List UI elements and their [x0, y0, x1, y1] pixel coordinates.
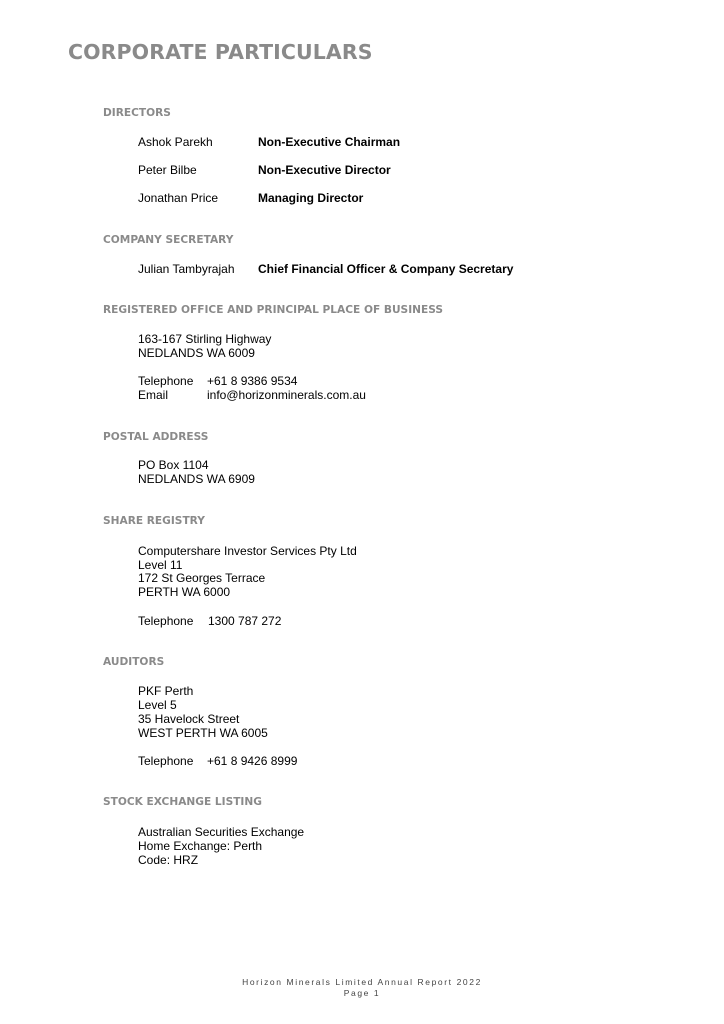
exchange-line: Code: HRZ [138, 853, 199, 867]
secretary-name: Julian Tambyrajah [138, 262, 235, 276]
director-role: Non-Executive Director [258, 163, 391, 177]
postal-line: PO Box 1104 [138, 458, 209, 472]
director-name: Ashok Parekh [138, 135, 213, 149]
auditors-heading: AUDITORS [103, 656, 165, 668]
registry-telephone-value: 1300 787 272 [208, 614, 282, 628]
director-name: Peter Bilbe [138, 163, 197, 177]
registered-office-heading: REGISTERED OFFICE AND PRINCIPAL PLACE OF BUSINESS [103, 304, 444, 316]
email-value: info@horizonminerals.com.au [207, 388, 366, 402]
footer-page-number: Page 1 [343, 988, 381, 998]
postal-address-heading: POSTAL ADDRESS [103, 431, 209, 443]
footer-report-title: Horizon Minerals Limited Annual Report 2022 [242, 977, 482, 987]
auditor-line: PKF Perth [138, 684, 194, 698]
company-secretary-heading: COMPANY SECRETARY [103, 234, 234, 246]
auditor-telephone-label: Telephone [138, 754, 194, 768]
registry-line: Level 11 [138, 558, 183, 572]
registry-line: 172 St Georges Terrace [138, 571, 266, 585]
stock-exchange-heading: STOCK EXCHANGE LISTING [103, 796, 262, 808]
registry-line: Computershare Investor Services Pty Ltd [138, 544, 357, 558]
secretary-role: Chief Financial Officer & Company Secretary [258, 262, 514, 276]
auditor-telephone-value: +61 8 9426 8999 [207, 754, 298, 768]
address-line: NEDLANDS WA 6009 [138, 346, 255, 360]
director-name: Jonathan Price [138, 191, 219, 205]
director-role: Managing Director [258, 191, 364, 205]
auditor-line: WEST PERTH WA 6005 [138, 726, 268, 740]
directors-heading: DIRECTORS [103, 107, 171, 119]
exchange-line: Home Exchange: Perth [138, 839, 263, 853]
address-line: 163-167 Stirling Highway [138, 332, 272, 346]
email-label: Email [138, 388, 169, 402]
telephone-label: Telephone [138, 374, 194, 388]
page-title: CORPORATE PARTICULARS [68, 40, 373, 64]
registry-line: PERTH WA 6000 [138, 585, 231, 599]
postal-line: NEDLANDS WA 6909 [138, 472, 255, 486]
director-role: Non-Executive Chairman [258, 135, 401, 149]
exchange-line: Australian Securities Exchange [138, 825, 305, 839]
auditor-line: Level 5 [138, 698, 177, 712]
auditor-line: 35 Havelock Street [138, 712, 240, 726]
telephone-value: +61 8 9386 9534 [207, 374, 298, 388]
share-registry-heading: SHARE REGISTRY [103, 515, 205, 527]
registry-telephone-label: Telephone [138, 614, 194, 628]
